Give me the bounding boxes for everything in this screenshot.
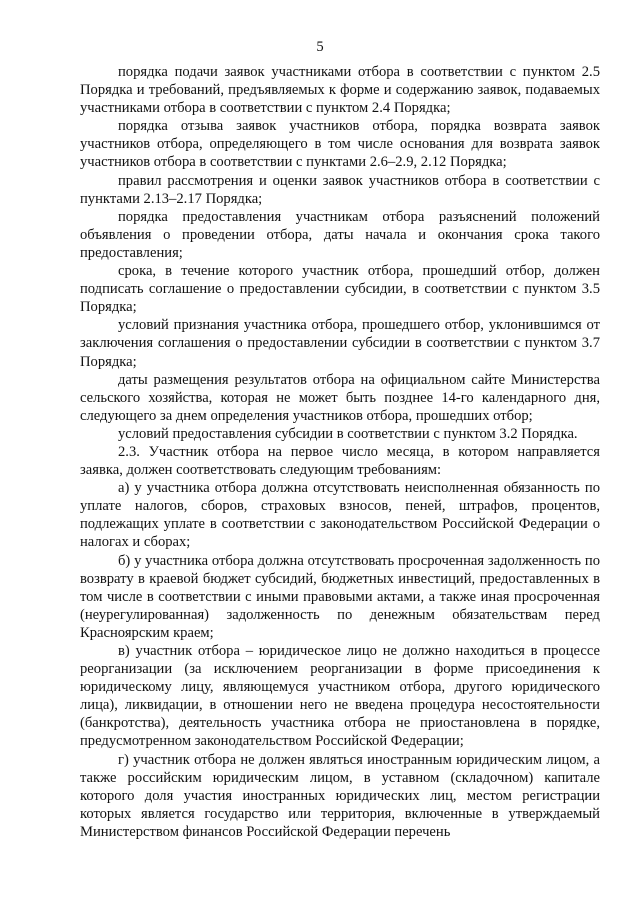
paragraph: даты размещения результатов отбора на официальном сайте Министерства сельского хозяйства, которая не может быть позднее 14-го календарного дня, следующего за днем определения участников отбора, прошедших отбор; — [80, 371, 600, 424]
paragraph: а) у участника отбора должна отсутствовать неисполненная обязанность по уплате налогов, сборов, страховых взносов, пеней, штрафов, процентов, подлежащих уплате в соответствии с законодательством Российской Федерации о налогах и сборах; — [80, 480, 600, 551]
paragraph: порядка подачи заявок участниками отбора в соответствии с пунктом 2.5 Порядка и требований, предъявляемых к форме и содержанию заявок, подаваемых участниками отбора в соответствии с пунктом 2.4 Порядка; — [80, 64, 600, 117]
paragraph: срока, в течение которого участник отбора, прошедший отбор, должен подписать соглашение о предоставлении субсидии, в соответствии с пунктом 3.5 Порядка; — [80, 263, 600, 316]
paragraph: условий признания участника отбора, прошедшего отбор, уклонившимся от заключения соглашения о предоставлении субсидии в соответствии с пунктом 3.7 Порядка; — [80, 317, 600, 370]
paragraph: порядка предоставления участникам отбора разъяснений положений объявления о проведении отбора, даты начала и окончания срока такого предоставления; — [80, 208, 600, 261]
paragraph: 2.3. Участник отбора на первое число месяца, в котором направляется заявка, должен соответствовать следующим требованиям: — [80, 443, 600, 479]
document-body — [80, 63, 600, 841]
paragraph: условий предоставления субсидии в соответствии с пунктом 3.2 Порядка. — [118, 425, 578, 442]
paragraph: в) участник отбора – юридическое лицо не должно находиться в процессе реорганизации (за исключением реорганизации в форме присоединения к юридическому лицу, являющемуся участником отбора, другого юридического лица), ликвидации, в отношении него не введена процедура несостоятельности (банкротства), деятельность участника отбора не приостановлена в порядке, предусмотренном законодательством Российской Федерации; — [80, 643, 600, 750]
paragraph: порядка отзыва заявок участников отбора, порядка возврата заявок участников отбора, определяющего в том числе основания для возврата заявок участников отбора в соответствии с пунктами 2.6–2.9, 2.12 Порядка; — [80, 118, 600, 171]
paragraph: г) участник отбора не должен являться иностранным юридическим лицом, а также российским юридическим лицом, в уставном (складочном) капитале которого доля участия иностранных юридических лиц, местом регистрации которых является государство или территория, включенные в утверждаемый Министерством финансов Российской Федерации перечень — [80, 751, 600, 840]
page-number: 5 — [316, 39, 324, 55]
paragraph: б) у участника отбора должна отсутствовать просроченная задолженность по возврату в краевой бюджет субсидий, бюджетных инвестиций, предоставленных в том числе в соответствии с иными правовыми актами, а также иная просроченная (неурегулированная) задолженность по денежным обязательствам перед Красноярским краем; — [80, 552, 600, 641]
paragraph: правил рассмотрения и оценки заявок участников отбора в соответствии с пунктами 2.13–2.17 Порядка; — [80, 172, 600, 207]
